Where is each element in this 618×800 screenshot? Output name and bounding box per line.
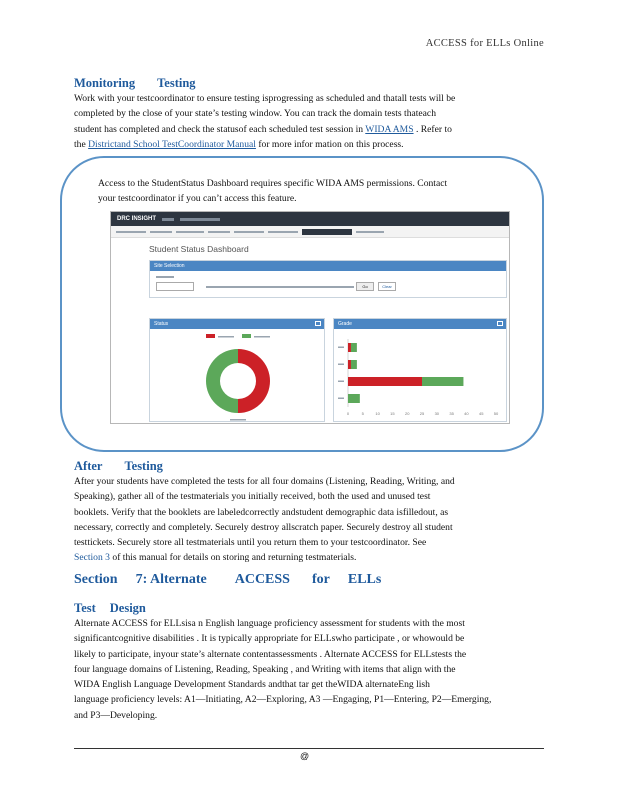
bar-green bbox=[422, 377, 463, 386]
subnav-item bbox=[176, 231, 204, 233]
site-selection-panel bbox=[149, 260, 507, 298]
panel-header: Grade bbox=[334, 319, 506, 329]
text-line: student has completed and check the statusof each scheduled test session in bbox=[74, 123, 366, 135]
dashboard-subnav bbox=[111, 226, 509, 238]
heading-word: Monitoring bbox=[74, 76, 136, 90]
grid-icon[interactable] bbox=[315, 321, 321, 326]
text-line: After your students have completed the tests for all four domains (Listening, Reading, Writing, and bbox=[74, 476, 455, 487]
x-tick-label: 45 bbox=[478, 411, 484, 416]
donut-slice-red bbox=[238, 349, 270, 413]
text-line: likely to participate, inyour state’s alternate contentassessments . Alternate ACCESS for ELLstests the bbox=[74, 648, 467, 660]
subnav-item bbox=[356, 231, 384, 233]
heading-word: Design bbox=[109, 601, 146, 615]
x-tick-label: 20 bbox=[404, 411, 410, 416]
section7-heading: Section 7: Alternate ACCESS for ELLs bbox=[74, 572, 382, 587]
bar-category-label bbox=[338, 398, 344, 400]
text-line: necessary, correctly and completely. Securely destroy allscratch paper. Securely destroy all student bbox=[74, 521, 453, 533]
text-line: Alternate ACCESS for ELLsisa n English language proficiency assessment for students with the most bbox=[74, 618, 465, 629]
section-3-link[interactable]: Section 3 bbox=[74, 552, 110, 564]
status-chart bbox=[150, 329, 326, 421]
text-line: booklets. Verify that the booklets are labeledcorrectly andstudent demographic data isfilledout, as bbox=[74, 506, 449, 518]
text-line: Work with your testcoordinator to ensure testing isprogressing as scheduled and thatall tests will be bbox=[74, 93, 456, 104]
state-select[interactable] bbox=[156, 282, 194, 291]
legend-swatch-green bbox=[242, 334, 251, 338]
text-line: and P3—Developing. bbox=[74, 709, 158, 721]
donut-slice-green bbox=[206, 349, 238, 413]
bar-category-label bbox=[338, 347, 344, 349]
chart-caption bbox=[230, 419, 246, 421]
x-tick-label: 50 bbox=[493, 411, 499, 416]
field-label bbox=[156, 276, 174, 278]
bar-green bbox=[348, 394, 360, 403]
text-line: completed by the close of your state’s testing window. You can track the domain tests thateach bbox=[74, 108, 436, 120]
text-line: of this manual for details on storing and returning testmaterials. bbox=[112, 552, 357, 564]
heading-word: Testing bbox=[157, 76, 196, 90]
dashboard-navbar bbox=[111, 212, 509, 226]
panel-header: Site Selection bbox=[150, 261, 506, 271]
subnav-item bbox=[116, 231, 146, 233]
dashboard-logo: DRC INSIGHT bbox=[117, 216, 156, 222]
heading-word: After bbox=[74, 459, 103, 473]
text-line: the bbox=[74, 138, 89, 150]
nav-item bbox=[162, 218, 174, 221]
panel-header: Status bbox=[150, 319, 324, 329]
dashboard-title: Student Status Dashboard bbox=[149, 244, 249, 254]
x-tick-label: 25 bbox=[419, 411, 425, 416]
text-line: Speaking), gather all of the testmaterials you initially received, both the used and unused test bbox=[74, 491, 431, 503]
x-tick-label: 35 bbox=[449, 411, 454, 416]
legend-label bbox=[254, 336, 270, 338]
subnav-item-active bbox=[302, 229, 352, 235]
subnav-item bbox=[208, 231, 230, 233]
text-line: language proficiency levels: A1—Initiating, A2—Exploring, A3 —Engaging, P1—Entering, P2—Emerging, bbox=[74, 694, 492, 706]
footer-divider bbox=[74, 748, 544, 749]
legend-label bbox=[218, 336, 234, 338]
monitoring-paragraph bbox=[74, 91, 542, 152]
test-design-paragraph bbox=[74, 616, 542, 723]
x-tick-label: 15 bbox=[390, 411, 395, 416]
subnav-item bbox=[268, 231, 298, 233]
monitoring-heading bbox=[74, 75, 542, 91]
subnav-item bbox=[234, 231, 264, 233]
donut-chart bbox=[206, 349, 270, 413]
text-line: testtickets. Securely store all testmaterials until you return them to your testcoordinator. See bbox=[74, 537, 427, 549]
go-button[interactable]: Go bbox=[356, 282, 374, 291]
clear-button[interactable]: Clear bbox=[378, 282, 396, 291]
grade-chart bbox=[334, 329, 508, 421]
text-line: four language domains of Listening, Reading, Speaking , and Writing with items that align with the bbox=[74, 663, 456, 675]
grid-icon[interactable] bbox=[497, 321, 503, 326]
x-tick-label: 0 bbox=[346, 411, 350, 416]
heading-word: Testing bbox=[124, 459, 163, 473]
heading-word: Test bbox=[74, 601, 96, 615]
x-tick-label: 30 bbox=[434, 411, 440, 416]
dashboard-screenshot bbox=[110, 211, 510, 424]
after-paragraph bbox=[74, 474, 542, 566]
subnav-item bbox=[150, 231, 172, 233]
bar-category-label bbox=[338, 364, 344, 366]
bar-red bbox=[348, 360, 351, 369]
test-design-section bbox=[74, 600, 542, 723]
running-header: ACCESS for ELLs Online bbox=[425, 38, 544, 49]
x-tick-label: 10 bbox=[375, 411, 380, 416]
page-number: @ bbox=[300, 751, 310, 761]
field-label bbox=[206, 286, 354, 288]
text-line: Access to the StudentStatus Dashboard requires specific WIDA AMS permissions. Contact bbox=[98, 178, 448, 189]
coordinator-manual-link[interactable]: Districtand School TestCoordinator Manual bbox=[88, 138, 256, 150]
text-line: significantcognitive disabilities . It is typically appropriate for ELLswho participate , or whowould be bbox=[74, 633, 465, 645]
bar-green bbox=[351, 343, 357, 352]
monitoring-section bbox=[74, 75, 542, 152]
text-line: WIDA English Language Development Standards andthat tar get theWIDA alternateEng lish bbox=[74, 679, 430, 691]
x-tick-label: 5 bbox=[361, 411, 364, 416]
text-line: your testcoordinator if you can’t access this feature. bbox=[98, 193, 297, 204]
bar-red bbox=[348, 377, 422, 386]
bar-red bbox=[348, 343, 351, 352]
text-line: . Refer to bbox=[413, 123, 452, 135]
nav-item bbox=[180, 218, 220, 221]
grade-panel bbox=[333, 318, 507, 422]
status-panel bbox=[149, 318, 325, 422]
text-line: for more infor mation on this process. bbox=[255, 138, 404, 150]
bar-category-label bbox=[338, 381, 344, 383]
x-tick-label: 40 bbox=[464, 411, 469, 416]
test-design-heading bbox=[74, 600, 542, 616]
callout-text bbox=[98, 176, 508, 206]
after-heading bbox=[74, 458, 542, 474]
bar-green bbox=[351, 360, 357, 369]
wida-ams-link[interactable]: WIDA AMS bbox=[365, 123, 414, 135]
after-section bbox=[74, 458, 542, 566]
legend-swatch-red bbox=[206, 334, 215, 338]
